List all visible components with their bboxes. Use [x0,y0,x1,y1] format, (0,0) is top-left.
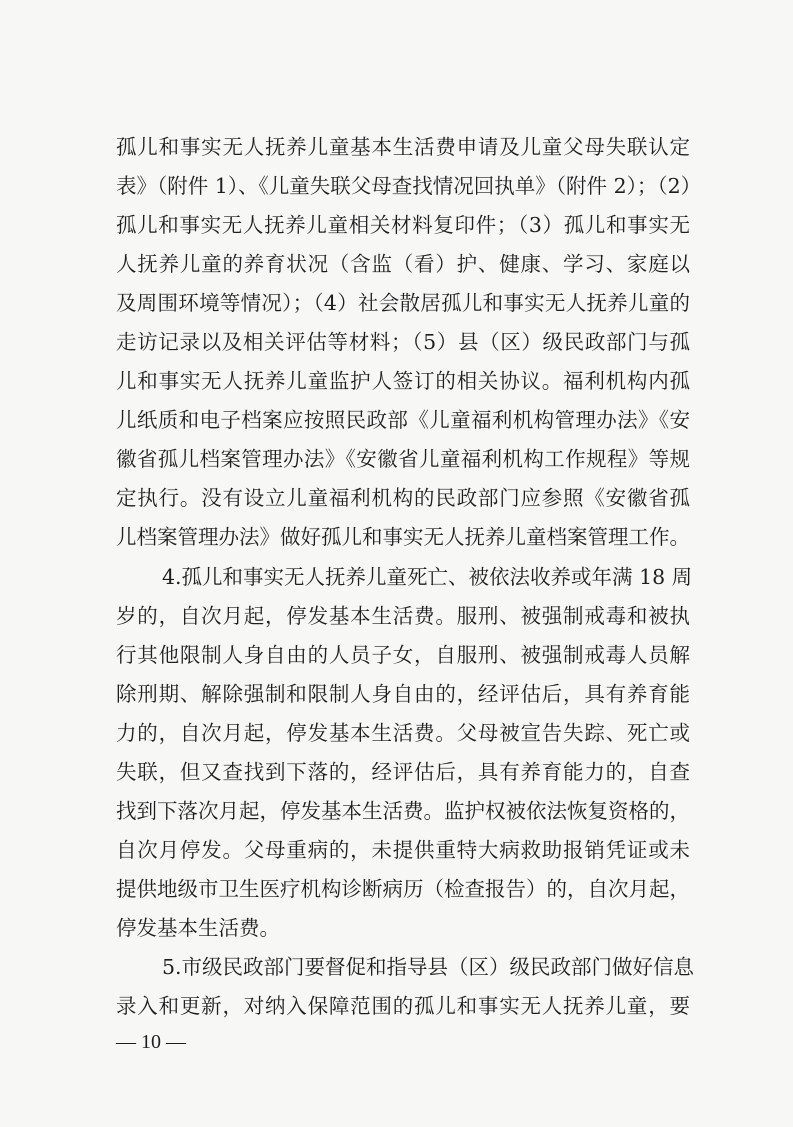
text-line: 定执行。没有设立儿童福利机构的民政部门应参照《安徽省孤 [116,486,690,510]
text-line: 儿纸质和电子档案应按照民政部《儿童福利机构管理办法》《安 [116,408,690,432]
text-line: 孤儿和事实无人抚养儿童相关材料复印件；（3）孤儿和事实无 [116,213,690,237]
text-line: 走访记录以及相关评估等材料；（5）县（区）级民政部门与孤 [116,330,690,354]
paragraph-4-start: 4.孤儿和事实无人抚养儿童死亡、被依法收养或年满 18 周 [162,565,693,589]
text-line: 提供地级市卫生医疗机构诊断病历（检查报告）的，自次月起， [116,877,690,901]
text-line: 录入和更新，对纳入保障范围的孤儿和事实无人抚养儿童，要 [116,994,690,1018]
text-line: 儿和事实无人抚养儿童监护人签订的相关协议。福利机构内孤 [116,369,690,393]
text-line: 儿档案管理办法》做好孤儿和事实无人抚养儿童档案管理工作。 [116,525,690,549]
text-line: 行其他限制人身自由的人员子女，自服刑、被强制戒毒人员解 [116,643,690,667]
text-line: 失联，但又查找到下落的，经评估后，具有养育能力的，自查 [116,760,690,784]
text-line: 孤儿和事实无人抚养儿童基本生活费申请及儿童父母失联认定 [116,135,690,159]
text-line: 自次月停发。父母重病的，未提供重特大病救助报销凭证或未 [116,838,690,862]
text-line: 找到下落次月起，停发基本生活费。监护权被依法恢复资格的， [116,799,690,823]
page-number: — 10 — [116,1031,186,1053]
text-line: 除刑期、解除强制和限制人身自由的，经评估后，具有养育能 [116,682,690,706]
paragraph-5-start: 5.市级民政部门要督促和指导县（区）级民政部门做好信息 [162,955,695,979]
text-line: 人抚养儿童的养育状况（含监（看）护、健康、学习、家庭以 [116,252,690,276]
text-line: 力的，自次月起，停发基本生活费。父母被宣告失踪、死亡或 [116,721,690,745]
text-line: 表》（附件 1）、《儿童失联父母查找情况回执单》（附件 2）；（2） [116,174,702,198]
text-line: 及周围环境等情况）；（4）社会散居孤儿和事实无人抚养儿童的 [116,291,690,315]
text-line: 岁的，自次月起，停发基本生活费。服刑、被强制戒毒和被执 [116,604,690,628]
text-line: 徽省孤儿档案管理办法》《安徽省儿童福利机构工作规程》等规 [116,447,690,471]
text-line: 停发基本生活费。 [116,916,280,940]
